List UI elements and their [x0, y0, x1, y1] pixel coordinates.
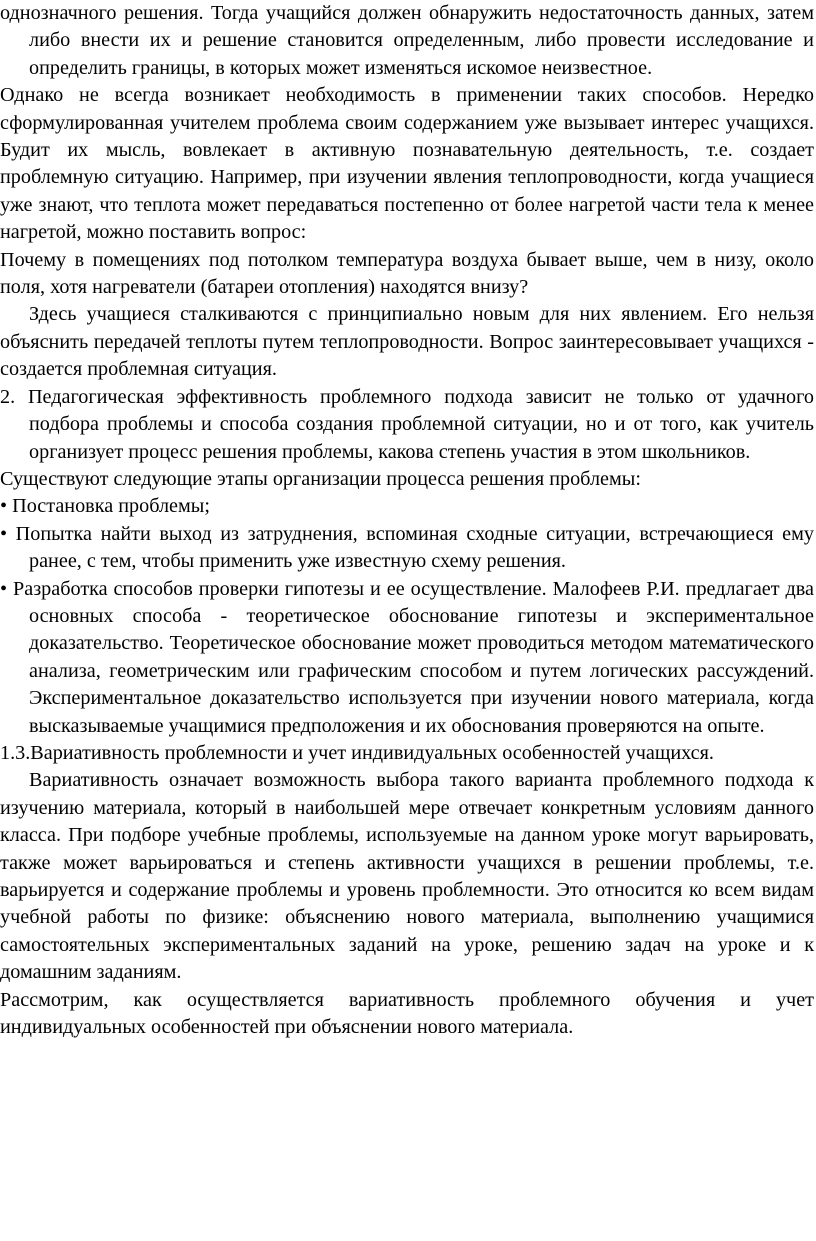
paragraph-new-phenomenon: Здесь учащиеся сталкиваются с принципиально новым для них явлением. Его нельзя объяснить передачей теплоты путем теплопроводности. Вопрос заинтересовывает учащихся - создается проблемная ситуация. — [0, 303, 814, 381]
bullet-item-2: • Попытка найти выход из затруднения, вспоминая сходные ситуации, встречающиеся ему ранее, с тем, чтобы применить уже известную схему решения. — [0, 522, 814, 573]
section-heading-1-3: 1.3.Вариативность проблемности и учет индивидуальных особенностей учащихся. — [0, 741, 714, 764]
paragraph-consider: Рассмотрим, как осуществляется вариативность проблемного обучения и учет индивидуальных особенностей при объяснении нового материала. — [0, 988, 814, 1039]
paragraph-variability: Вариативность означает возможность выбора такого варианта проблемного подхода к изучению материала, который в наибольшей мере отвечает конкретным условиям данного класса. При подборе учебные проблемы, используемые на данном уроке могут варьировать, также может варьироваться и степень активности учащихся в решении проблемы, т.е. варьируется и содержание проблемы и уровень проблемности. Это относится ко всем видам учебной работы по физике: объяснению нового материала, выполнению учащимися самостоятельных экспериментальных заданий на уроке, решению задач на уроке и к домашним заданиям. — [0, 769, 814, 984]
bullet-item-1: • Постановка проблемы; — [0, 495, 210, 518]
bullet-item-3: • Разработка способов проверки гипотезы и ее осуществление. Малофеев Р.И. предлагает два основных способа - теоретическое обоснование гипотезы и экспериментальное доказательство. Теоретическое обоснование может проводиться методом математического анализа, геометрическим или графическим способом и путем логических рассуждений. Экспериментальное доказательство используется при изучении нового материала, когда высказываемые учащимися предположения и их обоснования проверяются на опыте. — [0, 577, 814, 737]
numbered-item-2: 2. Педагогическая эффективность проблемного подхода зависит не только от удачного подбора проблемы и способа создания проблемной ситуации, но и от того, как учитель организует процесс решения проблемы, какова степень участия в этом школьников. — [0, 385, 814, 463]
paragraph-continuation: однозначного решения. Тогда учащийся должен обнаружить недостаточность данных, затем либо внести их и решение становится определенным, либо провести исследование и определить границы, в которых может изменяться искомое неизвестное. — [0, 2, 814, 79]
paragraph-problem-situation: Однако не всегда возникает необходимость в применении таких способов. Нередко сформулированная учителем проблема своим содержанием уже вызывает интерес учащихся. Будит их мысль, вовлекает в активную познавательную деятельность, т.е. создает проблемную ситуацию. Например, при изучении явления теплопроводности, когда учащиеся уже знают, что теплота может передаваться постепенно от более нагретой части тела к менее нагретой, можно поставить вопрос: — [0, 84, 814, 244]
paragraph-question: Почему в помещениях под потолком температура воздуха бывает выше, чем в низу, около поля, хотя нагреватели (батареи отопления) находятся внизу? — [0, 248, 814, 299]
paragraph-stages-intro: Существуют следующие этапы организации процесса решения проблемы: — [0, 467, 641, 490]
